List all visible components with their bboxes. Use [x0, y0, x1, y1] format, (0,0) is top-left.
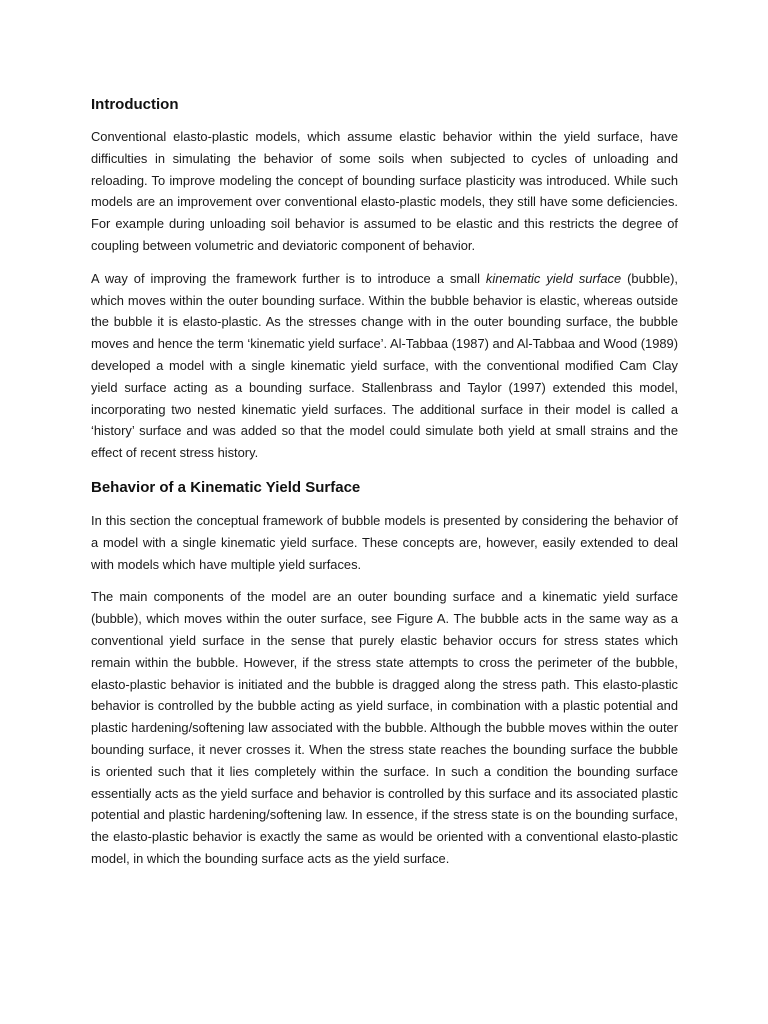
behavior-section — [91, 475, 678, 870]
behavior-paragraph-1: In this section the conceptual framework of bubble models is presented by considering the behavior of a model with a single kinematic yield surface. These concepts are, however, easily extended to deal with models which have multiple yield surfaces. — [91, 512, 678, 572]
behavior-heading: Behavior of a Kinematic Yield Surface — [91, 478, 361, 496]
paragraph-text: A way of improving the framework further is to introduce a small — [91, 270, 486, 286]
document-page — [91, 92, 678, 881]
paragraph-text: (bubble), which moves within the outer bounding surface. Within the bubble behavior is elastic, whereas outside the bubble it is elasto-plastic. As the stresses change with in the outer bounding surface, the bubble moves and hence the term ‘kinematic yield surface’. Al-Tabbaa (1987) and Al-Tabbaa and Wood (1989) developed a model with a single kinematic yield surface, with the conventional modified Cam Clay yield surface acting as a bounding surface. Stallenbrass and Taylor (1997) extended this model, incorporating two nested kinematic yield surfaces. The additional surface in their model is called a ‘history’ surface and was added so that the model could simulate both yield at small strains and the effect of recent stress history. — [91, 270, 678, 461]
behavior-paragraph-2: The main components of the model are an outer bounding surface and a kinematic yield surface (bubble), which moves within the outer surface, see Figure A. The bubble acts in the same way as a conventional yield surface in the sense that purely elastic behavior occurs for stress states which remain within the bubble. However, if the stress state attempts to cross the perimeter of the bubble, elasto-plastic behavior is initiated and the bubble is dragged along the stress path. This elasto-plastic behavior is controlled by the bubble acting as yield surface, in combination with a plastic potential and plastic hardening/softening law associated with the bubble. Although the bubble moves within the outer bounding surface, it never crosses it. When the stress state reaches the bounding surface the bubble is oriented such that it lies completely within the surface. In such a condition the bounding surface essentially acts as the yield surface and behavior is controlled by this surface and its associated plastic potential and plastic hardening/softening law. In essence, if the stress state is on the bounding surface, the elasto-plastic behavior is exactly the same as would be oriented with a conventional elasto-plastic model, in which the bounding surface acts as the yield surface. — [91, 589, 678, 866]
introduction-section — [91, 92, 678, 464]
kinematic-yield-surface-term: kinematic yield surface — [485, 270, 622, 286]
introduction-heading: Introduction — [91, 96, 179, 113]
introduction-paragraph-2 — [91, 268, 678, 464]
introduction-paragraph-1: Conventional elasto-plastic models, which assume elastic behavior within the yield surface, have difficulties in simulating the behavior of some soils when subjected to cycles of unloading and reloading. To improve modeling the concept of bounding surface plasticity was introduced. While such models are an improvement over conventional elasto-plastic models, they still have some deficiencies. For example during unloading soil behavior is assumed to be elastic and this restricts the degree of coupling between volumetric and deviatoric component of behavior. — [91, 129, 678, 253]
